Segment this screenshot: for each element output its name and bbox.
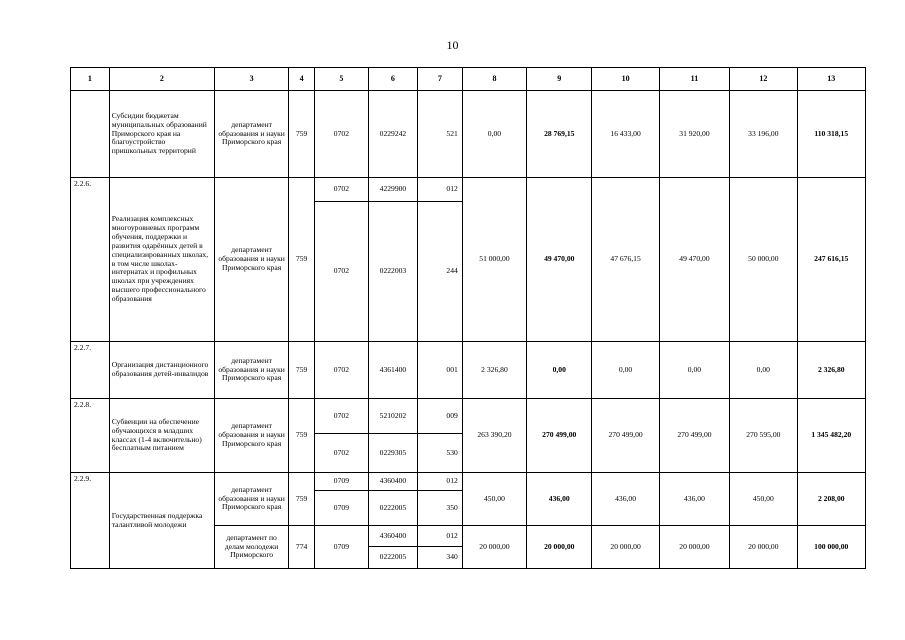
column-header: 2: [109, 68, 214, 91]
row-number: 2.2.6.: [71, 178, 110, 342]
cell-c8: 263 390,20: [462, 399, 526, 473]
column-header: 8: [462, 68, 526, 91]
cell-c12: 50 000,00: [730, 178, 797, 342]
row-name: Организация дистанционного образования детей-инвалидов: [109, 342, 214, 399]
cell-c9: 20 000,00: [527, 526, 592, 569]
cell-c7: 340: [417, 547, 462, 569]
cell-c7: 012: [417, 526, 462, 547]
row-department: департамент образования и науки Приморского края: [214, 342, 288, 399]
cell-c6: 0222005: [368, 491, 417, 526]
cell-c7: 012: [417, 473, 462, 491]
cell-c6: 0229242: [368, 91, 417, 178]
row-number: 2.2.7.: [71, 342, 110, 399]
cell-c4: 759: [289, 399, 315, 473]
cell-c7: 521: [417, 91, 462, 178]
row-department: департамент по делам молодежи Приморского: [214, 526, 288, 569]
cell-c5: 0702: [314, 342, 368, 399]
cell-c13: 110 318,15: [797, 91, 866, 178]
cell-c10: 47 676,15: [592, 178, 659, 342]
cell-c9: 0,00: [527, 342, 592, 399]
budget-table: [70, 67, 866, 569]
cell-c7: 244: [417, 202, 462, 342]
cell-c11: 49 470,00: [659, 178, 729, 342]
cell-c6: 4360400: [368, 526, 417, 547]
column-header: 6: [368, 68, 417, 91]
cell-c6: 4361400: [368, 342, 417, 399]
cell-c5: 0709: [314, 473, 368, 491]
row-department: департамент образования и науки Приморского края: [214, 91, 288, 178]
cell-c13: 247 616,15: [797, 178, 866, 342]
cell-c5: 0709: [314, 491, 368, 526]
cell-c7: 350: [417, 491, 462, 526]
cell-c9: 28 769,15: [527, 91, 592, 178]
row-number: [71, 91, 110, 178]
column-header: 1: [71, 68, 110, 91]
row-department: департамент образования и науки Приморского края: [214, 473, 288, 526]
cell-c4: 759: [289, 178, 315, 342]
table-row: [71, 399, 866, 434]
row-department: департамент образования и науки Приморского края: [214, 178, 288, 342]
header-row: [71, 68, 866, 91]
cell-c6: 0222005: [368, 547, 417, 569]
cell-c5: 0702: [314, 91, 368, 178]
column-header: 5: [314, 68, 368, 91]
cell-c6: 0222003: [368, 202, 417, 342]
cell-c8: 51 000,00: [462, 178, 526, 342]
cell-c6: 4229900: [368, 178, 417, 202]
cell-c4: 759: [289, 473, 315, 526]
cell-c12: 20 000,00: [730, 526, 797, 569]
table-row: [71, 473, 866, 491]
row-name: Субвенции на обеспечение обучающихся в младших классах (1-4 включительно) бесплатным питанием: [109, 399, 214, 473]
cell-c4: 759: [289, 91, 315, 178]
cell-c13: 1 345 482,20: [797, 399, 866, 473]
cell-c12: 0,00: [730, 342, 797, 399]
cell-c7: 001: [417, 342, 462, 399]
cell-c6: 4360400: [368, 473, 417, 491]
cell-c11: 270 499,00: [659, 399, 729, 473]
table-row: [71, 91, 866, 178]
cell-c10: 270 499,00: [592, 399, 659, 473]
cell-c13: 2 208,00: [797, 473, 866, 526]
cell-c5: 0702: [314, 434, 368, 473]
cell-c11: 31 920,00: [659, 91, 729, 178]
cell-c11: 436,00: [659, 473, 729, 526]
row-number: 2.2.8.: [71, 399, 110, 473]
row-name: Реализация комплексных многоуровневых программ обучения, поддержки и развития одарённых детей в специализированных школах, в том числе школах-интернатах и профильных школах при учреждениях высшего профессионального образования: [109, 178, 214, 342]
cell-c8: 2 326,80: [462, 342, 526, 399]
cell-c5: 0702: [314, 399, 368, 434]
cell-c6: 0229305: [368, 434, 417, 473]
cell-c9: 49 470,00: [527, 178, 592, 342]
row-number: 2.2.9.: [71, 473, 110, 569]
cell-c13: 100 000,00: [797, 526, 866, 569]
table-row: [71, 342, 866, 399]
page-number: 10: [446, 38, 459, 52]
column-header: 9: [527, 68, 592, 91]
column-header: 7: [417, 68, 462, 91]
column-header: 10: [592, 68, 659, 91]
cell-c10: 436,00: [592, 473, 659, 526]
cell-c4: 759: [289, 342, 315, 399]
cell-c5: 0709: [314, 526, 368, 569]
cell-c8: 20 000,00: [462, 526, 526, 569]
cell-c5: 0702: [314, 178, 368, 202]
cell-c11: 20 000,00: [659, 526, 729, 569]
cell-c4: 774: [289, 526, 315, 569]
column-header: 3: [214, 68, 288, 91]
cell-c12: 33 196,00: [730, 91, 797, 178]
cell-c8: 450,00: [462, 473, 526, 526]
column-header: 13: [797, 68, 866, 91]
row-name: Субсидии бюджетам муниципальных образований Приморского края на благоустройство пришкольных территорий: [109, 91, 214, 178]
cell-c11: 0,00: [659, 342, 729, 399]
column-header: 4: [289, 68, 315, 91]
cell-c10: 16 433,00: [592, 91, 659, 178]
cell-c7: 530: [417, 434, 462, 473]
cell-c7: 012: [417, 178, 462, 202]
row-department: департамент образования и науки Приморского края: [214, 399, 288, 473]
column-header: 11: [659, 68, 729, 91]
cell-c13: 2 326,80: [797, 342, 866, 399]
cell-c12: 450,00: [730, 473, 797, 526]
cell-c12: 270 595,00: [730, 399, 797, 473]
cell-c8: 0,00: [462, 91, 526, 178]
cell-c9: 436,00: [527, 473, 592, 526]
cell-c10: 20 000,00: [592, 526, 659, 569]
cell-c9: 270 499,00: [527, 399, 592, 473]
cell-c7: 009: [417, 399, 462, 434]
table-row: [71, 178, 866, 202]
cell-c5: 0702: [314, 202, 368, 342]
column-header: 12: [730, 68, 797, 91]
row-name: Государственная поддержка талантливой молодежи: [109, 473, 214, 569]
cell-c10: 0,00: [592, 342, 659, 399]
cell-c6: 5210202: [368, 399, 417, 434]
